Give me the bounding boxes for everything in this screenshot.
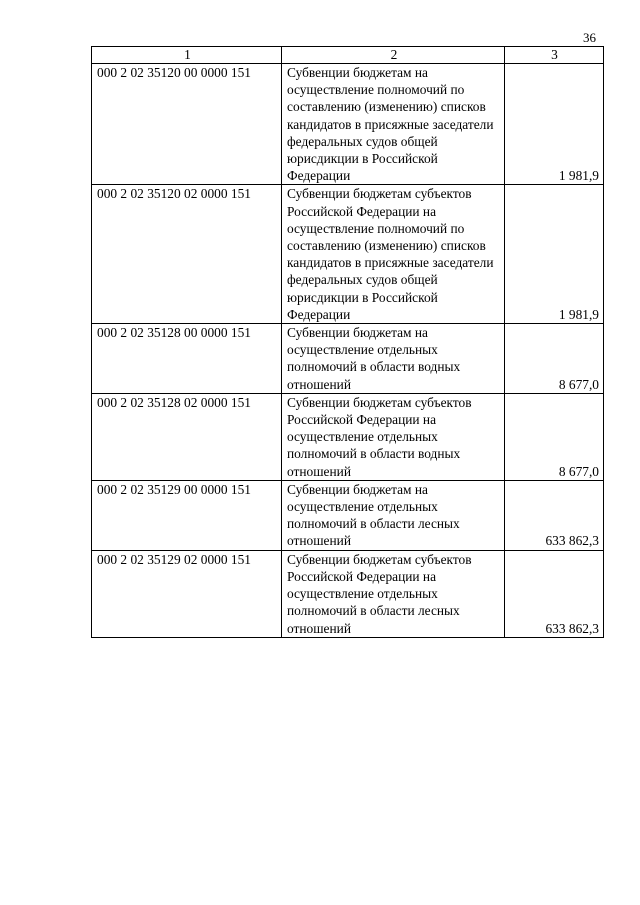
amount-cell: 8 677,0 (505, 324, 604, 394)
description-text: Субвенции бюджетам субъектов Российской Федерации на осуществление полномочий по составлению (изменению) списков кандидатов в присяжные заседатели федеральных судов общей юрисдикции в Российской Федерации (287, 186, 494, 322)
description-cell (282, 324, 505, 394)
budget-code-cell: 000 2 02 35120 00 0000 151 (92, 64, 282, 185)
table-row (92, 480, 604, 550)
description-text: Субвенции бюджетам субъектов Российской Федерации на осуществление отдельных полномочий в области лесных отношений (287, 551, 472, 636)
table-header-row (92, 47, 604, 64)
budget-table (91, 46, 604, 638)
description-cell (282, 393, 505, 480)
amount-cell: 633 862,3 (505, 550, 604, 637)
header-col-2: 2 (282, 47, 505, 64)
page-number: 36 (583, 30, 596, 45)
description-text: Субвенции бюджетам на осуществление отдельных полномочий в области лесных отношений (287, 481, 460, 549)
description-text: Субвенции бюджетам на осуществление полномочий по составлению (изменению) списков кандидатов в присяжные заседатели федеральных судов общей юрисдикции в Российской Федерации (287, 65, 494, 184)
table-row (92, 64, 604, 185)
description-cell (282, 550, 505, 637)
budget-code-cell: 000 2 02 35128 00 0000 151 (92, 324, 282, 394)
table-row (92, 393, 604, 480)
table-row (92, 324, 604, 394)
budget-code-cell: 000 2 02 35129 02 0000 151 (92, 550, 282, 637)
amount-cell: 8 677,0 (505, 393, 604, 480)
budget-code-cell: 000 2 02 35129 00 0000 151 (92, 480, 282, 550)
description-cell (282, 64, 505, 185)
description-cell (282, 480, 505, 550)
amount-cell: 1 981,9 (505, 185, 604, 324)
description-text: Субвенции бюджетам субъектов Российской Федерации на осуществление отдельных полномочий в области водных отношений (287, 394, 472, 479)
header-col-3: 3 (505, 47, 604, 64)
table-row (92, 550, 604, 637)
amount-cell: 1 981,9 (505, 64, 604, 185)
table-row (92, 185, 604, 324)
description-text: Субвенции бюджетам на осуществление отдельных полномочий в области водных отношений (287, 325, 461, 392)
amount-cell: 633 862,3 (505, 480, 604, 550)
description-cell (282, 185, 505, 324)
budget-code-cell: 000 2 02 35128 02 0000 151 (92, 393, 282, 480)
budget-code-cell: 000 2 02 35120 02 0000 151 (92, 185, 282, 324)
header-col-1: 1 (92, 47, 282, 64)
